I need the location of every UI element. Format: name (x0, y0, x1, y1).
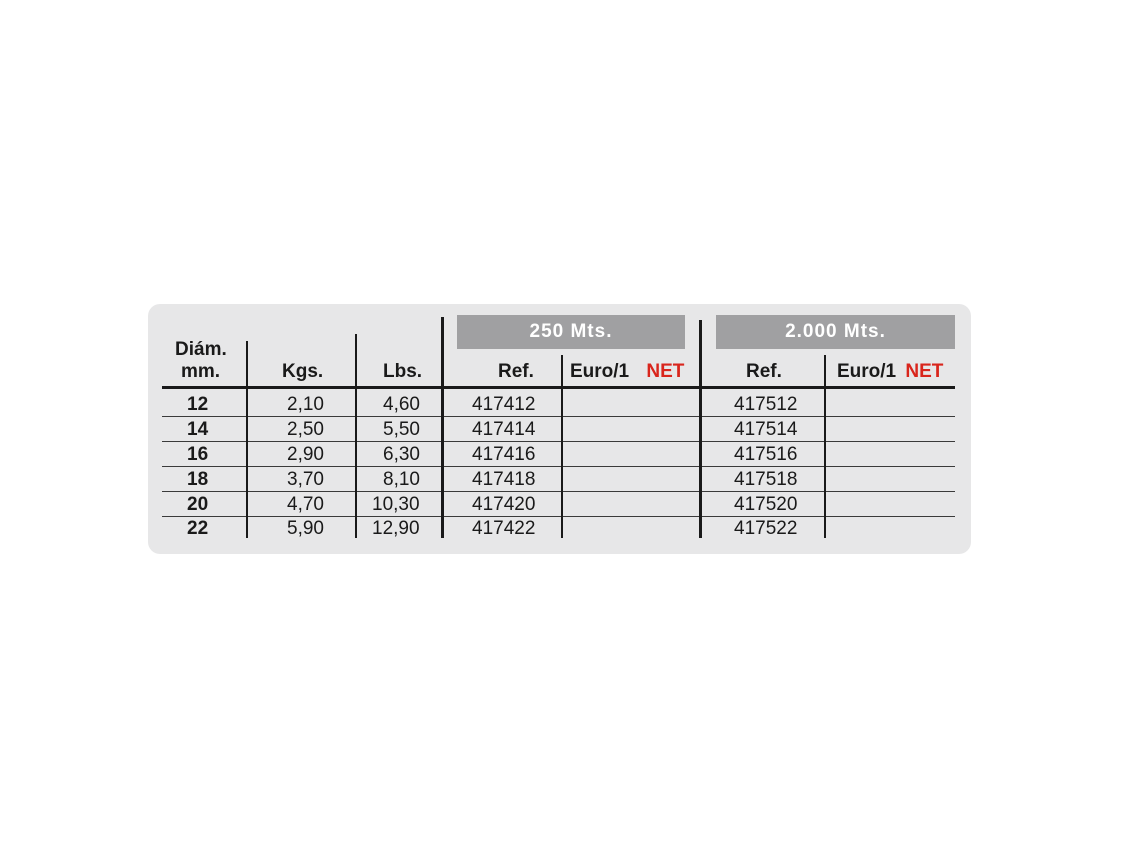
cell-ref-250: 417414 (472, 419, 536, 440)
cell-ref-2000: 417516 (734, 444, 798, 465)
row-divider (162, 441, 955, 442)
cell-ref-250: 417420 (472, 494, 536, 515)
header-ref-250: Ref. (498, 361, 534, 382)
header-diam-line2: mm. (181, 361, 221, 382)
column-divider (824, 355, 826, 538)
cell-ref-2000: 417522 (734, 518, 798, 539)
cell-kgs: 5,90 (287, 518, 324, 539)
header-euro-250 (570, 361, 684, 383)
cell-lbs: 10,30 (372, 494, 420, 515)
cell-ref-250: 417412 (472, 394, 536, 415)
cell-kgs: 3,70 (287, 469, 324, 490)
row-divider (162, 491, 955, 492)
cell-ref-2000: 417518 (734, 469, 798, 490)
row-divider (162, 516, 955, 517)
group-header-2000-mts: 2.000 Mts. (716, 315, 955, 349)
header-euro-2000-label: Euro/1 (837, 361, 897, 382)
header-lbs: Lbs. (383, 361, 423, 382)
cell-kgs: 2,10 (287, 394, 324, 415)
cell-diam: 14 (187, 419, 209, 440)
cell-diam: 20 (187, 494, 209, 515)
row-divider (162, 466, 955, 467)
header-underline (162, 386, 955, 389)
cell-kgs: 2,50 (287, 419, 324, 440)
cell-lbs: 12,90 (372, 518, 420, 539)
header-kgs: Kgs. (282, 361, 324, 382)
header-ref-2000: Ref. (746, 361, 782, 382)
header-diam-line1: Diám. (175, 339, 227, 360)
cell-lbs: 4,60 (383, 394, 420, 415)
group-divider (441, 317, 444, 538)
cell-diam: 18 (187, 469, 209, 490)
cell-lbs: 8,10 (383, 469, 420, 490)
header-euro-2000 (837, 361, 943, 383)
cell-diam: 22 (187, 518, 209, 539)
cell-kgs: 2,90 (287, 444, 324, 465)
cell-ref-2000: 417520 (734, 494, 798, 515)
column-divider (561, 355, 563, 538)
column-divider (246, 341, 248, 538)
cell-ref-250: 417422 (472, 518, 536, 539)
header-net-2000: NET (905, 361, 944, 382)
column-divider (355, 334, 357, 538)
header-euro-250-label: Euro/1 (570, 361, 630, 382)
cell-ref-2000: 417512 (734, 394, 798, 415)
cell-lbs: 5,50 (383, 419, 420, 440)
header-net-250: NET (646, 361, 685, 382)
cell-ref-250: 417416 (472, 444, 536, 465)
cell-diam: 12 (187, 394, 209, 415)
group-header-250-mts: 250 Mts. (457, 315, 685, 349)
cell-ref-250: 417418 (472, 469, 536, 490)
cell-diam: 16 (187, 444, 209, 465)
group-divider (699, 320, 702, 538)
cell-ref-2000: 417514 (734, 419, 798, 440)
row-divider (162, 416, 955, 417)
cell-kgs: 4,70 (287, 494, 324, 515)
cell-lbs: 6,30 (383, 444, 420, 465)
